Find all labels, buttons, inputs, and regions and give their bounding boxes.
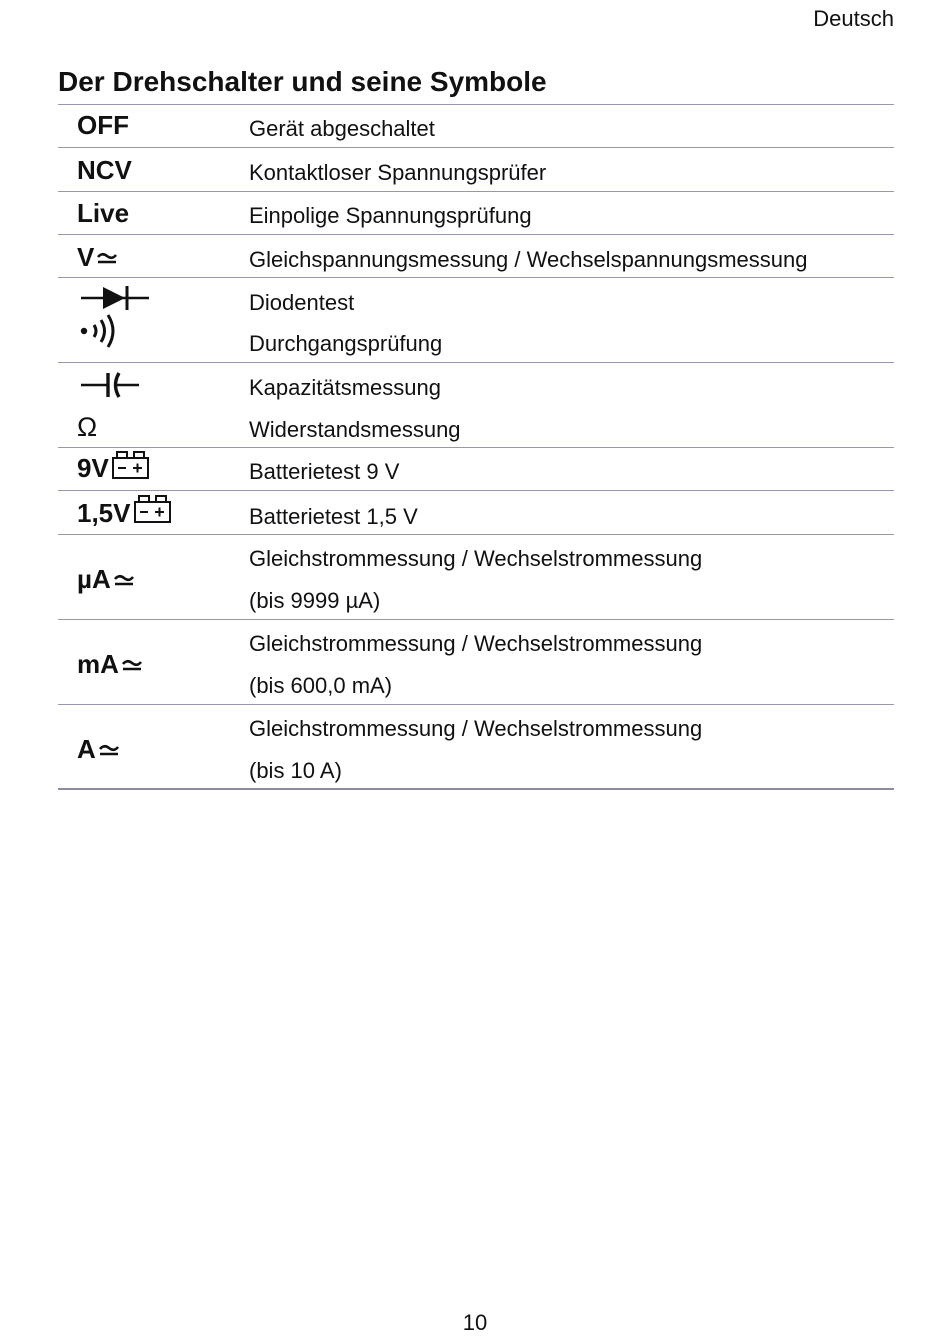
continuity-icon [80,313,124,351]
symbol-milliamp [77,649,143,680]
symbol-amp-label: A [77,734,96,764]
symbol-off: OFF [77,110,129,140]
row-description: Gleichstrommessung / Wechselstrommessung [249,631,703,656]
symbol-microamp-label: µA [77,564,111,594]
row-description: Batterietest 1,5 V [249,504,418,529]
row-description-secondary: (bis 600,0 mA) [249,673,393,698]
table-row [58,191,894,234]
symbol-live: Live [77,198,130,228]
row-description: Gleichstrommessung / Wechselstrommessung [249,716,703,741]
row-description: Diodentest [249,290,355,315]
table-row [58,447,894,490]
symbol-microamp [77,564,135,595]
table-row [58,147,894,191]
section-title: Der Drehschalter und seine Symbole [58,66,547,97]
row-description-secondary: (bis 10 A) [249,758,342,783]
row-description: Kontaktloser Spannungsprüfer [249,160,547,185]
ac-dc-icon [98,742,120,758]
header-language: Deutsch [813,6,894,31]
table-row [58,619,894,704]
ohm-symbol: Ω [77,412,98,442]
row-description: Kapazitätsmessung [249,375,441,400]
symbol-ncv: NCV [77,155,132,185]
row-description: Gleichstrommessung / Wechselstrommessung [249,546,703,571]
row-description-secondary: Durchgangsprüfung [249,331,443,356]
table-row [58,490,894,534]
row-description: Batterietest 9 V [249,459,400,484]
table-row [58,234,894,277]
capacitor-icon [81,371,141,399]
row-description-secondary: Widerstandsmessung [249,417,461,442]
table-rule [58,788,894,790]
row-description: Gleichspannungsmessung / Wechselspannungsmessung [249,247,808,272]
ac-dc-icon [121,657,143,673]
table-row [58,104,894,147]
table-row [58,704,894,788]
symbol-milliamp-label: mA [77,649,119,679]
battery-icon [112,451,150,479]
battery-icon [134,495,172,523]
row-description-secondary: (bis 9999 µA) [249,588,381,613]
row-description: Gerät abgeschaltet [249,116,435,141]
ac-dc-icon [96,250,118,266]
diode-icon [81,285,151,311]
symbol-voltage [77,242,118,273]
table-row [58,277,894,362]
page-number: 10 [462,1310,488,1335]
ac-dc-icon [113,572,135,588]
table-row [58,362,894,447]
symbol-1-5v-label: 1,5V [77,498,131,528]
row-description: Einpolige Spannungsprüfung [249,203,532,228]
symbol-voltage-label: V [77,242,95,272]
table-row [58,534,894,619]
symbol-amp [77,734,120,765]
symbol-9v-label: 9V [77,453,109,483]
symbol-1-5v [77,498,172,529]
symbol-9v [77,453,150,484]
